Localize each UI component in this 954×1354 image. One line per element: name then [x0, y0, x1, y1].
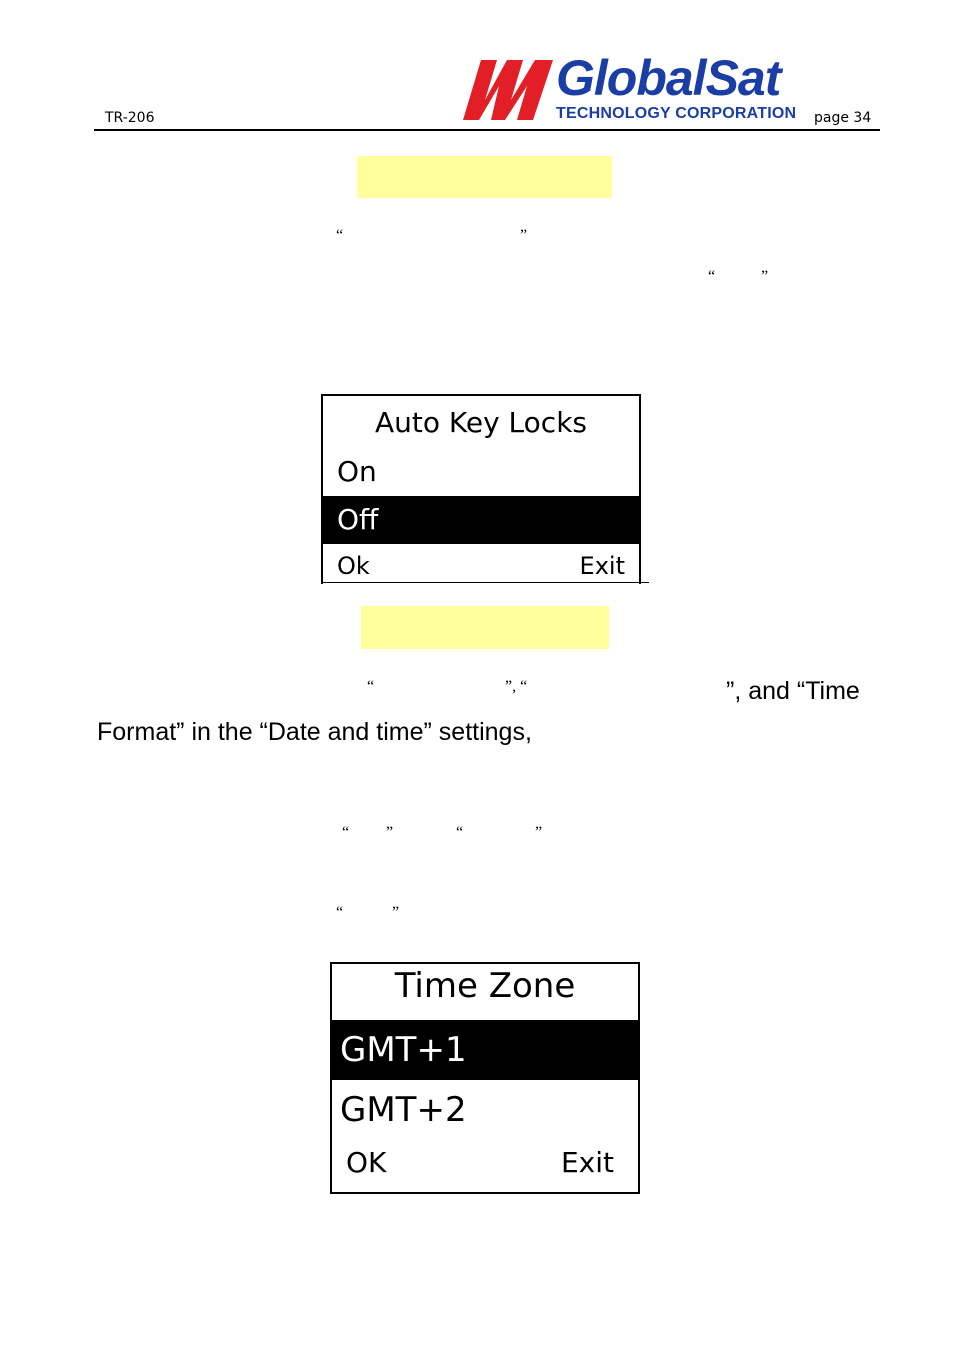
time-zone-screen — [330, 962, 640, 1194]
auto-key-locks-screen — [321, 394, 641, 584]
option-on[interactable]: On — [337, 455, 377, 488]
open-quote: “ — [342, 824, 350, 841]
document-id: TR-206 — [105, 110, 155, 126]
ok-softkey[interactable]: Ok — [337, 552, 370, 580]
open-quote: “ — [456, 824, 464, 841]
open-quote: “ — [708, 268, 716, 285]
screen-title: Auto Key Locks — [374, 406, 587, 439]
screen-bottom-edge — [321, 582, 649, 583]
open-quote: “ — [336, 904, 344, 921]
logo-wordmark: GlobalSat — [556, 50, 781, 106]
header-rule — [94, 129, 880, 131]
open-quote: “ — [367, 678, 375, 695]
paragraph-line-tail: ”, and “Time — [726, 677, 860, 705]
logo-subtitle: TECHNOLOGY CORPORATION — [556, 105, 797, 122]
option-gmt-plus-1-selected[interactable]: GMT+1 — [332, 1020, 638, 1080]
open-quote: “ — [336, 227, 344, 244]
close-quote: ” — [520, 227, 528, 244]
paragraph-line: Format” in the “Date and time” settings, — [97, 718, 532, 746]
highlight-bar — [361, 606, 609, 649]
close-comma-open-quote: ”, “ — [505, 678, 528, 695]
option-gmt-plus-2[interactable]: GMT+2 — [340, 1090, 467, 1130]
option-off-selected[interactable]: Off — [323, 496, 639, 544]
close-quote: ” — [535, 824, 543, 841]
globalsat-logo-icon — [463, 56, 555, 122]
screen-title: Time Zone — [394, 966, 576, 1006]
ok-softkey[interactable]: OK — [346, 1146, 387, 1179]
page-number: page 34 — [814, 110, 872, 126]
close-quote: ” — [761, 268, 769, 285]
exit-softkey[interactable]: Exit — [579, 552, 625, 580]
highlight-bar — [357, 156, 612, 198]
close-quote: ” — [386, 824, 394, 841]
close-quote: ” — [392, 904, 400, 921]
exit-softkey[interactable]: Exit — [560, 1146, 614, 1179]
